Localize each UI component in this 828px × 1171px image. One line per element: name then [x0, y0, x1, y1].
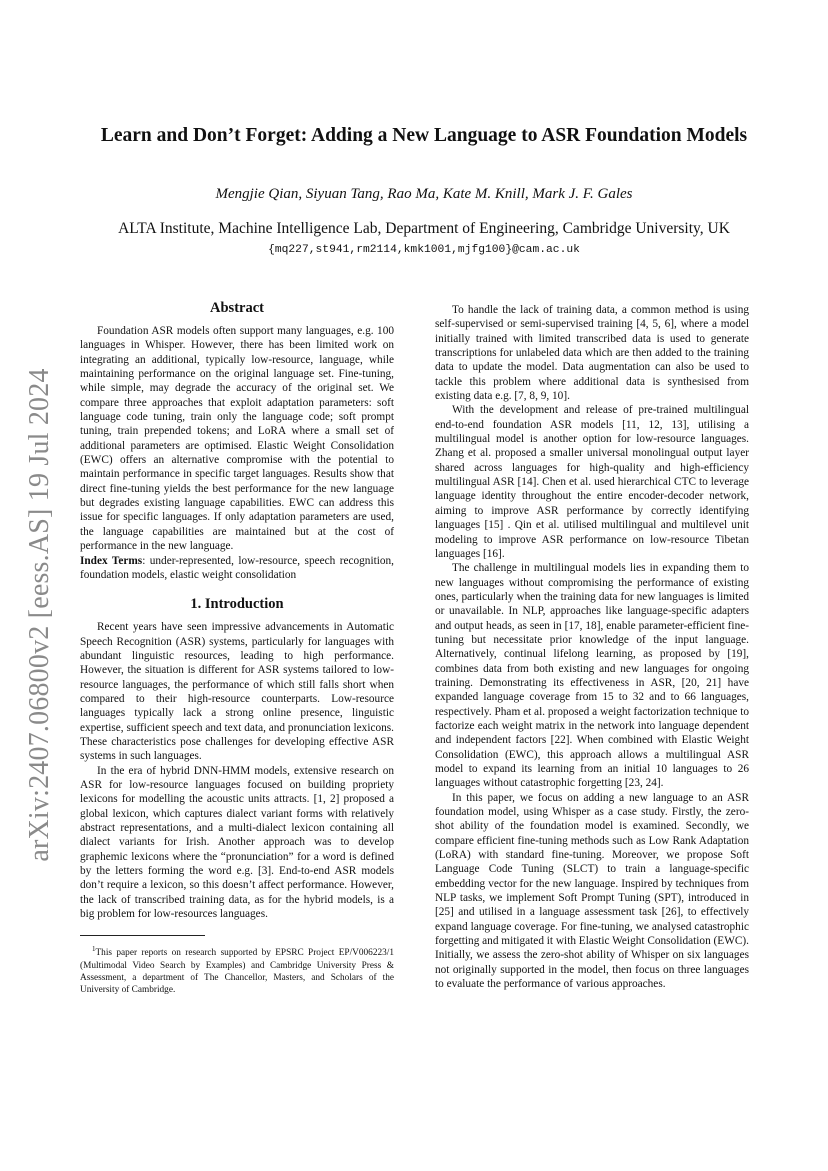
body-paragraph: The challenge in multilingual models lies in expanding them to new languages without compromising the performance of existing ones, particularly when the training data for new languages is limited or unavailable. In NLP, approaches like language-specific adapters and output heads, as seen in [17, 18], enable parameter-efficient fine-tuning but necessitate prior knowledge of the input language. Alternatively, continual lifelong learning, as proposed by [19], combines data from both existing and new languages for ongoing training. Demonstrating its effectiveness in ASR, [20, 21] have expanded language coverage from 15 to 32 and to 66 languages, respectively. Pham et al. proposed a weight factorization technique to factorize each weight matrix in the network into language dependent and independent factors [22]. When combined with Elastic Weight Consolidation (EWC), this approach allows a multilingual ASR model to expand its learning from an initial 10 languages to 26 languages without catastrophic forgetting [23, 24]. — [435, 562, 749, 790]
abstract-heading: Abstract — [210, 300, 264, 316]
footnote-marker: 1 — [92, 945, 96, 954]
right-column — [435, 303, 749, 992]
body-paragraph: With the development and release of pre-trained multilingual end-to-end foundation ASR models [11, 12, 13], utilising a multilingual model is another option for low-resource languages. Zhang et al. proposed a smaller universal monolingual output layer shared across languages for high-quality and high-efficiency multilingual ASR [14]. Chen et al. used hierarchical CTC to leverage language identity throughout the entire encoder-decoder network, aiming to improve ASR performance by correctly identifying languages [15] . Qin et al. utilised multilingual and multilevel unit modeling to improve ASR performance on low-resource Tibetan languages [16]. — [435, 404, 749, 560]
body-paragraph: In this paper, we focus on adding a new language to an ASR foundation model, using Whisper as a case study. Firstly, the zero-shot ability of the foundation model is examined. Secondly, we compare efficient fine-tuning methods such as Low Rank Adaptation (LoRA) with standard fine-tuning. Moreover, we propose Soft Language Code Tuning (SLCT) to train a language-specific embedding vector for the new language. Inspired by techniques from NLP tasks, we implement Soft Prompt Tuning (SPT), introduced in [25] and utilised in a language assessment task [26], to effectively expand language coverage. For fine-tuning, we analysed catastrophic forgetting and mitigated it with Elastic Weight Consolidation (EWC). Initially, we assess the zero-shot ability of Whisper on six languages not originally supported in the model, then focus on three languages to evaluate the performance of various approaches. — [435, 791, 749, 991]
author-emails: {mq227,st941,rm2114,kmk1001,mjfg100}@cam.ac.uk — [268, 244, 580, 256]
arxiv-identifier-stamp — [8, 365, 72, 865]
index-terms-text: : under-represented, low-resource, speech recognition, foundation models, elastic weight consolidation — [80, 554, 394, 581]
index-terms-label: Index Terms — [80, 554, 143, 567]
arxiv-identifier-text: arXiv:2407.06800v2 [eess.AS] 19 Jul 2024 — [24, 368, 55, 862]
abstract-text: Foundation ASR models often support many languages, e.g. 100 languages in Whisper. However, there has been limited work on integrating an additional, typically low-resource, language, while maintaining performance on the original language set. Fine-tuning, while simple, may degrade the accuracy of the original set. We compare three approaches that exploit adaptation parameters: soft language code tuning, train only the language code; soft prompt tuning, train prepended tokens; and LoRA where a small set of additional parameters are optimised. Elastic Weight Consolidation (EWC) offers an alternative compromise with the potential to maintain performance in specific target languages. Results show that direct fine-tuning yields the best performance for the new language but degrades existing language capabilities. EWC can address this issue for specific languages. If only adaptation parameters are used, the language capabilities are maintained but at the cost of performance in the new language. — [80, 325, 394, 553]
introduction-heading: 1. Introduction — [190, 596, 284, 613]
footnote-text: This paper reports on research supported by EPSRC Project EP/V006223/1 (Multimodal Video Search by Examples) and Cambridge University Press & Assessment, a department of The Chancellor, Masters, and Scholars of the University of Cambridge. — [80, 948, 394, 995]
footnote — [80, 943, 394, 995]
body-paragraph: To handle the lack of training data, a common method is using self-supervised or semi-supervised training [4, 5, 6], where a model initially trained with limited transcribed data is used to generate transcriptions for unlabeled data which are then added to the training data to update the model. Data augmentation can also be used to tackle this problem where additional data is synthesised from existing data e.g. [7, 8, 9, 10]. — [435, 304, 749, 403]
affiliation: ALTA Institute, Machine Intelligence Lab, Department of Engineering, Cambridge University, UK — [118, 220, 730, 237]
paper-title: Learn and Don’t Forget: Adding a New Language to ASR Foundation Models — [100, 125, 748, 146]
index-terms — [80, 554, 394, 583]
footnote-divider — [80, 935, 205, 936]
introduction-paragraph: In the era of hybrid DNN-HMM models, extensive research on ASR for low-resource languages focused on building propriety lexicons for modelling the acoustic units attracts. [1, 2] proposed a global lexicon, which captures dialect variant forms with relatively abstract representations, and a multi-dialect lexicon containing all dialect variants for Irish. Another approach was to develop graphemic lexicons where the “pronunciation” for a word is defined by the letters forming the word e.g. [3]. End-to-end ASR models don’t require a lexicon, so this doesn’t affect performance. However, the lack of transcribed training data, as for the hybrid models, is a big problem for low-resources languages. — [80, 764, 394, 921]
left-column — [80, 300, 394, 996]
author-list: Mengjie Qian, Siyuan Tang, Rao Ma, Kate M. Knill, Mark J. F. Gales — [215, 186, 633, 202]
introduction-paragraph: Recent years have seen impressive advancements in Automatic Speech Recognition (ASR) systems, particularly for languages with abundant linguistic resources, leading to high performance. However, the situation is different for ASR systems tailored to low-resource languages, the performance of which still falls short when compared to their high-resource counterparts. Low-resource languages typically lack a strong online presence, linguistic expertise, sufficient speech and text data, and pronunciation lexicons. These characteristics pose challenges for developing effective ASR systems in such languages. — [80, 621, 394, 763]
